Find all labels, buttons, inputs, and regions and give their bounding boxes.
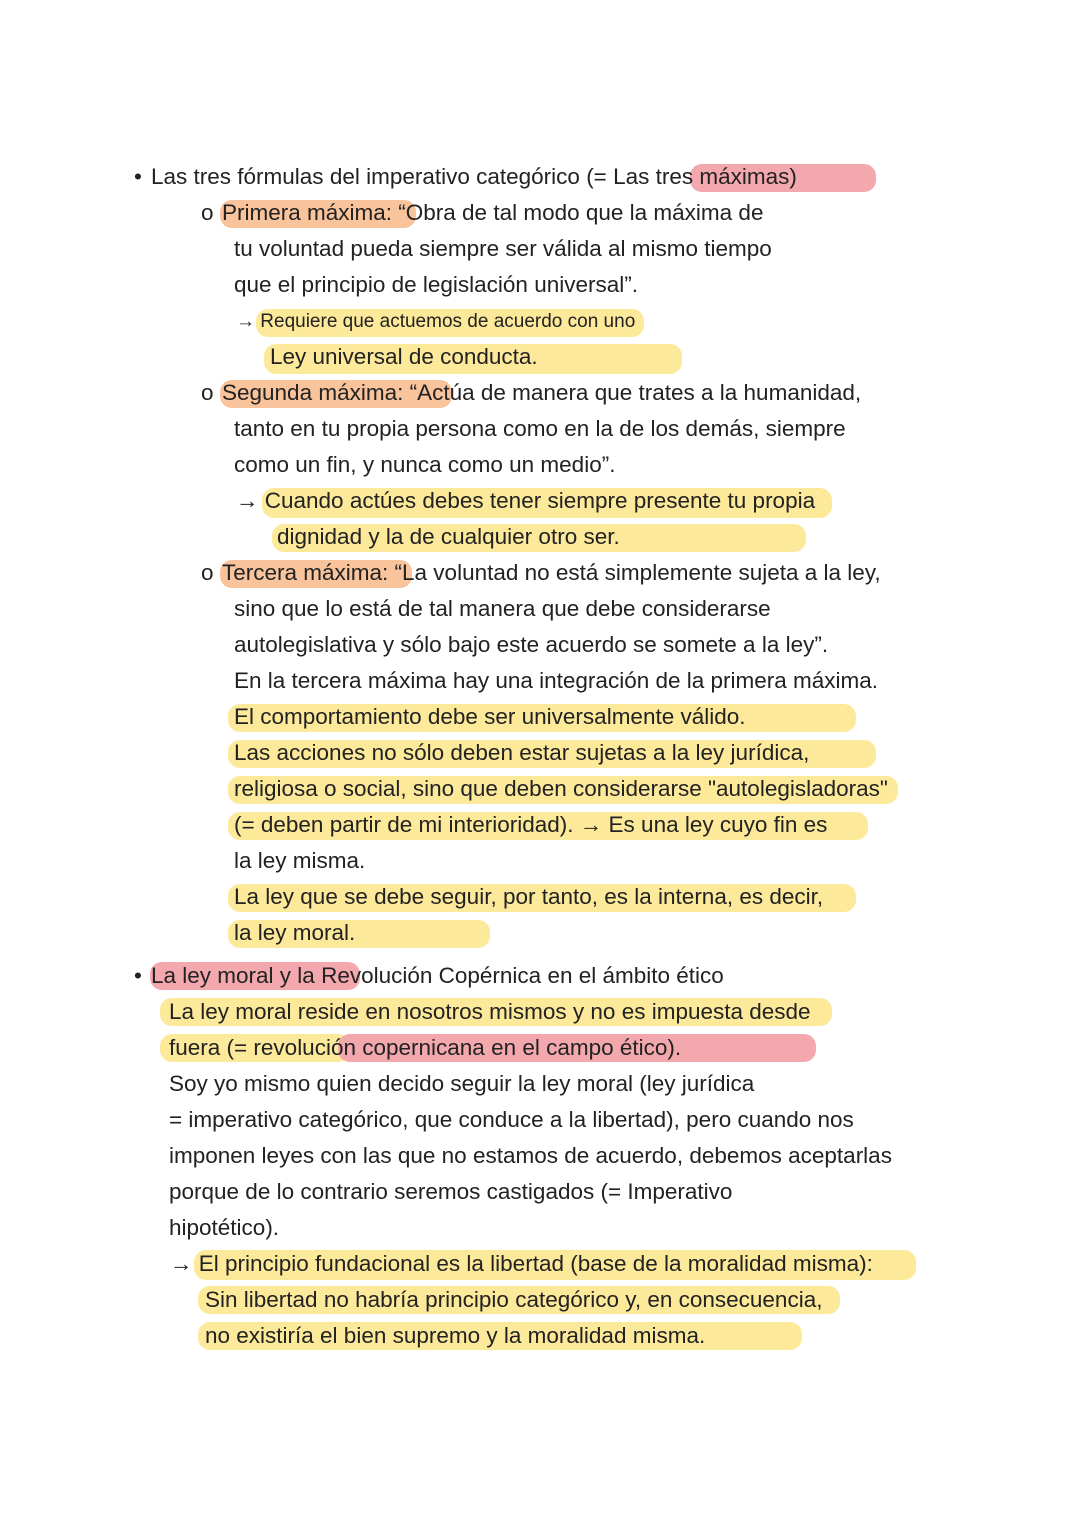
- section2-line-5: imponen leyes con las que no estamos de acuerdo, debemos aceptarlas: [169, 1143, 892, 1168]
- primera-line-3: que el principio de legislación universal”.: [234, 272, 638, 297]
- tercera-line-1: Tercera máxima: “La voluntad no está simplemente sujeta a la ley,: [222, 560, 881, 585]
- section2-bullet: •: [134, 963, 142, 988]
- tercera-line-5: El comportamiento debe ser universalmente válido.: [234, 704, 746, 729]
- tercera-line-3: autolegislativa y sólo bajo este acuerdo se somete a la ley”.: [234, 632, 829, 657]
- tercera-line-11: la ley moral.: [234, 920, 356, 945]
- tercera-line-9: la ley misma.: [234, 848, 366, 873]
- tercera-line-4: En la tercera máxima hay una integración de la primera máxima.: [234, 668, 879, 693]
- section2-note-1: → El principio fundacional es la libertad (base de la moralidad misma):: [170, 1251, 873, 1276]
- section2-note-2: Sin libertad no habría principio categórico y, en consecuencia,: [205, 1287, 823, 1312]
- section2-line-2: fuera (= revolución copernicana en el campo ético).: [169, 1035, 682, 1060]
- tercera-line-7: religiosa o social, sino que deben considerarse "autolegisladoras": [234, 776, 888, 801]
- primera-marker: o: [201, 200, 214, 225]
- primera-note-2: Ley universal de conducta.: [270, 344, 538, 369]
- tercera-line-2: sino que lo está de tal manera que debe considerarse: [234, 596, 771, 621]
- primera-line-2: tu voluntad pueda siempre ser válida al mismo tiempo: [234, 236, 772, 261]
- tercera-line-6: Las acciones no sólo deben estar sujetas a la ley jurídica,: [234, 740, 810, 765]
- segunda-note-2: dignidad y la de cualquier otro ser.: [277, 524, 620, 549]
- section2-line-7: hipotético).: [169, 1215, 280, 1240]
- section2-line-1: La ley moral reside en nosotros mismos y no es impuesta desde: [169, 999, 811, 1024]
- section2-line-6: porque de lo contrario seremos castigados (= Imperativo: [169, 1179, 733, 1204]
- primera-note-1: → Requiere que actuemos de acuerdo con uno: [236, 311, 636, 332]
- tercera-marker: o: [201, 560, 214, 585]
- section2-line-4: = imperativo categórico, que conduce a la libertad), pero cuando nos: [169, 1107, 854, 1132]
- segunda-note-1: → Cuando actúes debes tener siempre presente tu propia: [236, 488, 816, 513]
- section2-note-3: no existiría el bien supremo y la moralidad misma.: [205, 1323, 706, 1348]
- section1-bullet: •: [134, 164, 142, 189]
- segunda-marker: o: [201, 380, 214, 405]
- segunda-line-3: como un fin, y nunca como un medio”.: [234, 452, 616, 477]
- segunda-line-2: tanto en tu propia persona como en la de los demás, siempre: [234, 416, 846, 441]
- section2-line-3: Soy yo mismo quien decido seguir la ley moral (ley jurídica: [169, 1071, 755, 1096]
- primera-line-1: Primera máxima: “Obra de tal modo que la máxima de: [222, 200, 764, 225]
- section2-heading: La ley moral y la Revolución Copérnica en el ámbito ético: [151, 963, 724, 988]
- tercera-line-8: (= deben partir de mi interioridad). → Es una ley cuyo fin es: [234, 812, 828, 837]
- segunda-line-1: Segunda máxima: “Actúa de manera que trates a la humanidad,: [222, 380, 862, 405]
- section1-heading: Las tres fórmulas del imperativo categórico (= Las tres máximas): [151, 164, 797, 189]
- tercera-line-10: La ley que se debe seguir, por tanto, es la interna, es decir,: [234, 884, 824, 909]
